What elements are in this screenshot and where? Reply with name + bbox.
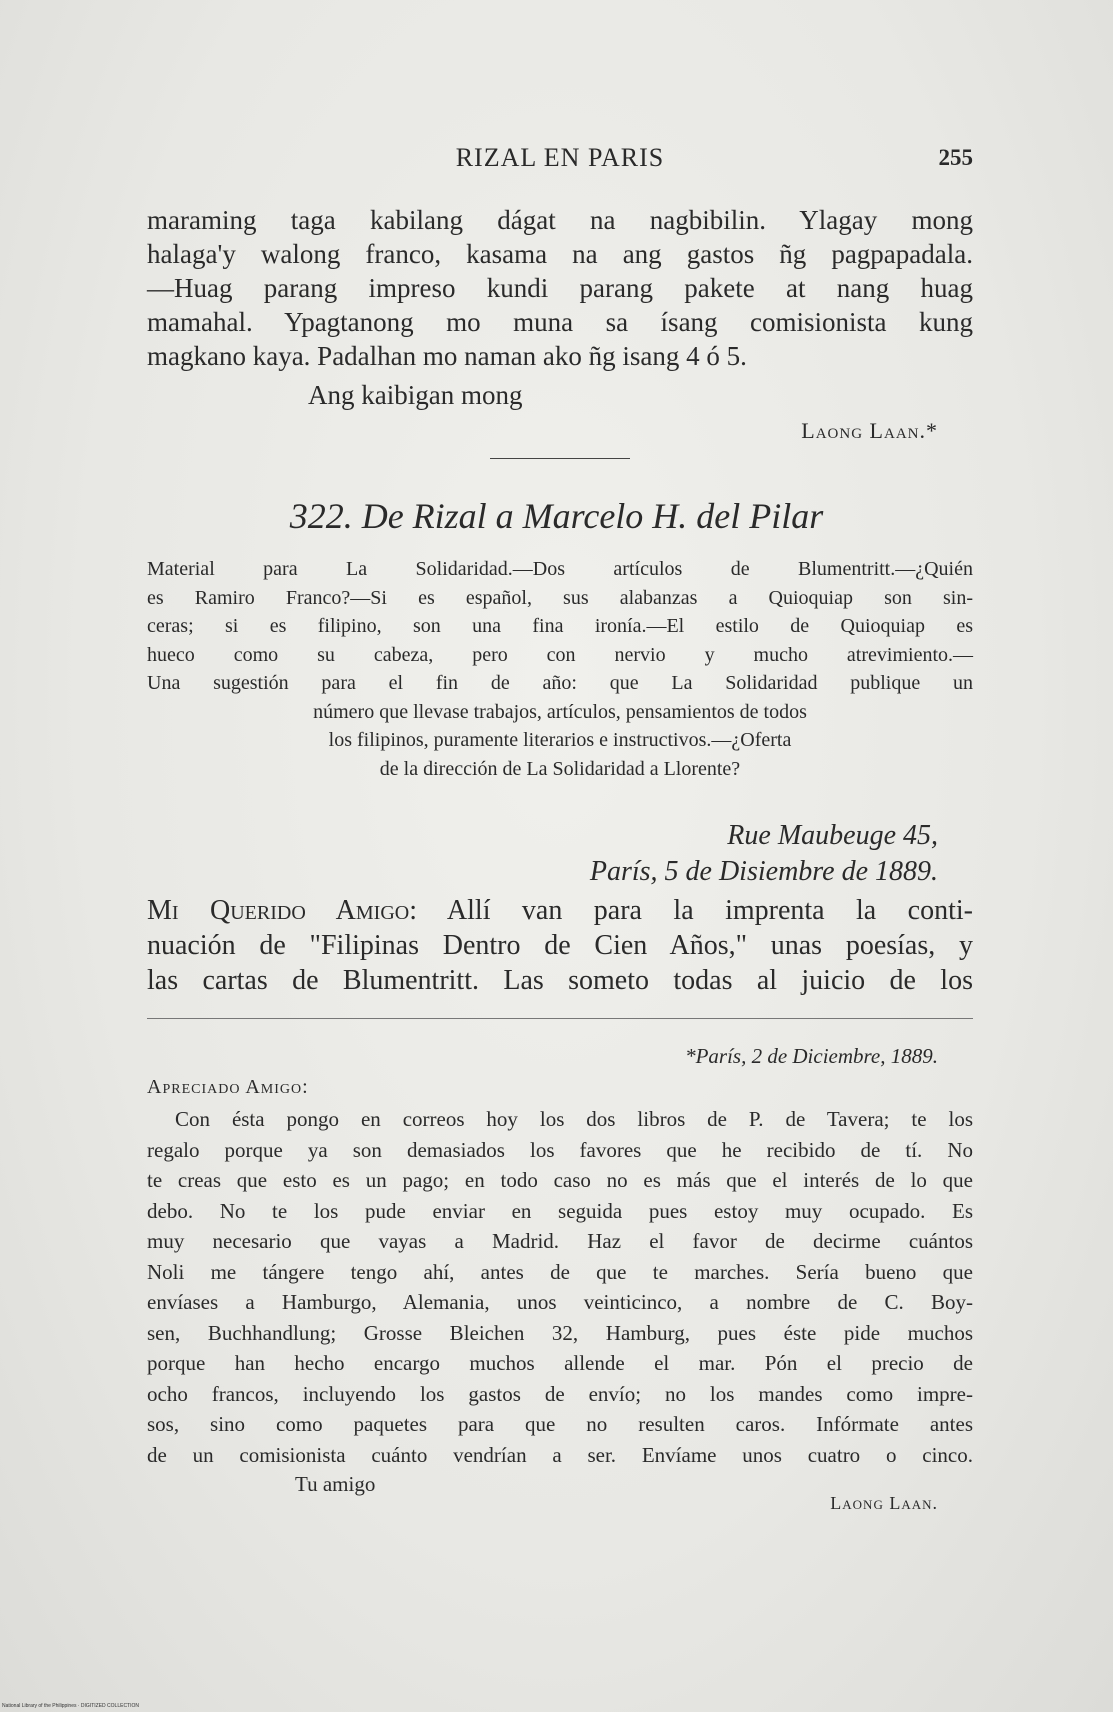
tagalog-closing: Ang kaibigan mong <box>308 380 523 410</box>
address-date: París, 5 de Disiembre de 1889. <box>589 856 938 887</box>
summary-line: hueco como su cabeza, pero con nervio y mucho atrevimiento.— <box>147 643 973 666</box>
address-street: Rue Maubeuge 45, <box>727 820 938 851</box>
summary-line: los filipinos, puramente literarios e instructivos.—¿Oferta <box>328 729 792 751</box>
summary-line: Una sugestión para el fin de año: que La Solidaridad publique un <box>147 672 973 694</box>
footnote-line: de un comisionista cuánto vendrían a ser. Envíame unos cuatro o cinco. <box>147 1442 973 1467</box>
page-number: 255 <box>938 145 973 170</box>
running-head <box>147 143 973 173</box>
footnote-line: debo. No te los pude enviar en seguida pues estoy muy ocupado. Es <box>147 1198 973 1223</box>
footnote-line: sos, sino como paquetes para que no resulten caros. Infórmate antes <box>147 1412 973 1436</box>
text-line: nuación de "Filipinas Dentro de Cien Años," unas poesías, y <box>147 930 973 961</box>
text-line <box>147 893 973 928</box>
text-line: las cartas de Blumentritt. Las someto todas al juicio de los <box>147 965 973 996</box>
footnote-body <box>147 1104 973 1470</box>
text-line: mamahal. Ypagtanong mo muna sa ísang comisionista kung <box>147 307 973 337</box>
text-line: maraming taga kabilang dágat na nagbibilin. Ylagay mong <box>147 205 973 235</box>
salutation-continuation: : Allí van para la imprenta la conti- <box>409 895 973 926</box>
text-line: halaga'y walong franco, kasama na ang gastos ñg pagpapadala. <box>147 239 973 269</box>
footnote-signature: Laong Laan. <box>830 1493 938 1513</box>
summary-line: de la dirección de La Solidaridad a Llorente? <box>379 757 741 780</box>
footnote-divider <box>147 1018 973 1019</box>
summary-line: ceras; si es filipino, son una fina ironía.—El estilo de Quioquiap es <box>147 615 973 637</box>
footnote-line: muy necesario que vayas a Madrid. Haz el favor de decirme cuántos <box>147 1229 973 1253</box>
letter-summary <box>147 555 973 783</box>
footnote-line: te creas que esto es un pago; en todo caso no es más que el interés de lo que <box>147 1168 973 1192</box>
footnote-line: sen, Buchhandlung; Grosse Bleichen 32, Hamburg, pues éste pide muchos <box>147 1320 973 1345</box>
footnote-line: ocho francos, incluyendo los gastos de envío; no los mandes como impre- <box>147 1381 973 1406</box>
footnote-line: porque han hecho encargo muchos allende el mar. Pón el precio de <box>147 1351 973 1375</box>
salutation: Mi Querido Amigo <box>147 895 410 926</box>
footnote-date: *París, 2 de Diciembre, 1889. <box>685 1044 938 1068</box>
footnote-greeting: Apreciado Amigo: <box>147 1076 309 1098</box>
summary-line: número que llevase trabajos, artículos, pensamientos de todos <box>313 700 807 723</box>
footnote-closing: Tu amigo <box>295 1472 376 1496</box>
footnote-line: Noli me tángere tengo ahí, antes de que te marches. Sería bueno que <box>147 1259 973 1284</box>
library-footer: National Library of the Philippines · DIGITIZED COLLECTION <box>2 1703 139 1709</box>
section-divider <box>490 458 630 459</box>
text-line: —Huag parang impreso kundi parang pakete at nang huag <box>147 273 973 303</box>
letter-heading: 322. De Rizal a Marcelo H. del Pilar <box>289 496 824 536</box>
letter-body <box>147 893 973 998</box>
summary-line: Material para La Solidaridad.—Dos artículos de Blumentritt.—¿Quién <box>147 558 973 580</box>
footnote-line: Con ésta pongo en correos hoy los dos libros de P. de Tavera; te los <box>175 1107 973 1131</box>
footnote-line: envíases a Hamburgo, Alemania, unos veinticinco, a nombre de C. Boy- <box>147 1290 973 1314</box>
text-line: magkano kaya. Padalhan mo naman ako ñg isang 4 ó 5. <box>147 341 747 371</box>
tagalog-signature: Laong Laan.* <box>801 418 938 443</box>
tagalog-letter-text <box>147 203 973 373</box>
summary-line: es Ramiro Franco?—Si es español, sus alabanzas a Quioquiap son sin- <box>147 586 973 609</box>
running-title: RIZAL EN PARIS <box>455 143 665 172</box>
footnote-line: regalo porque ya son demasiados los favores que he recibido de tí. No <box>147 1137 973 1162</box>
